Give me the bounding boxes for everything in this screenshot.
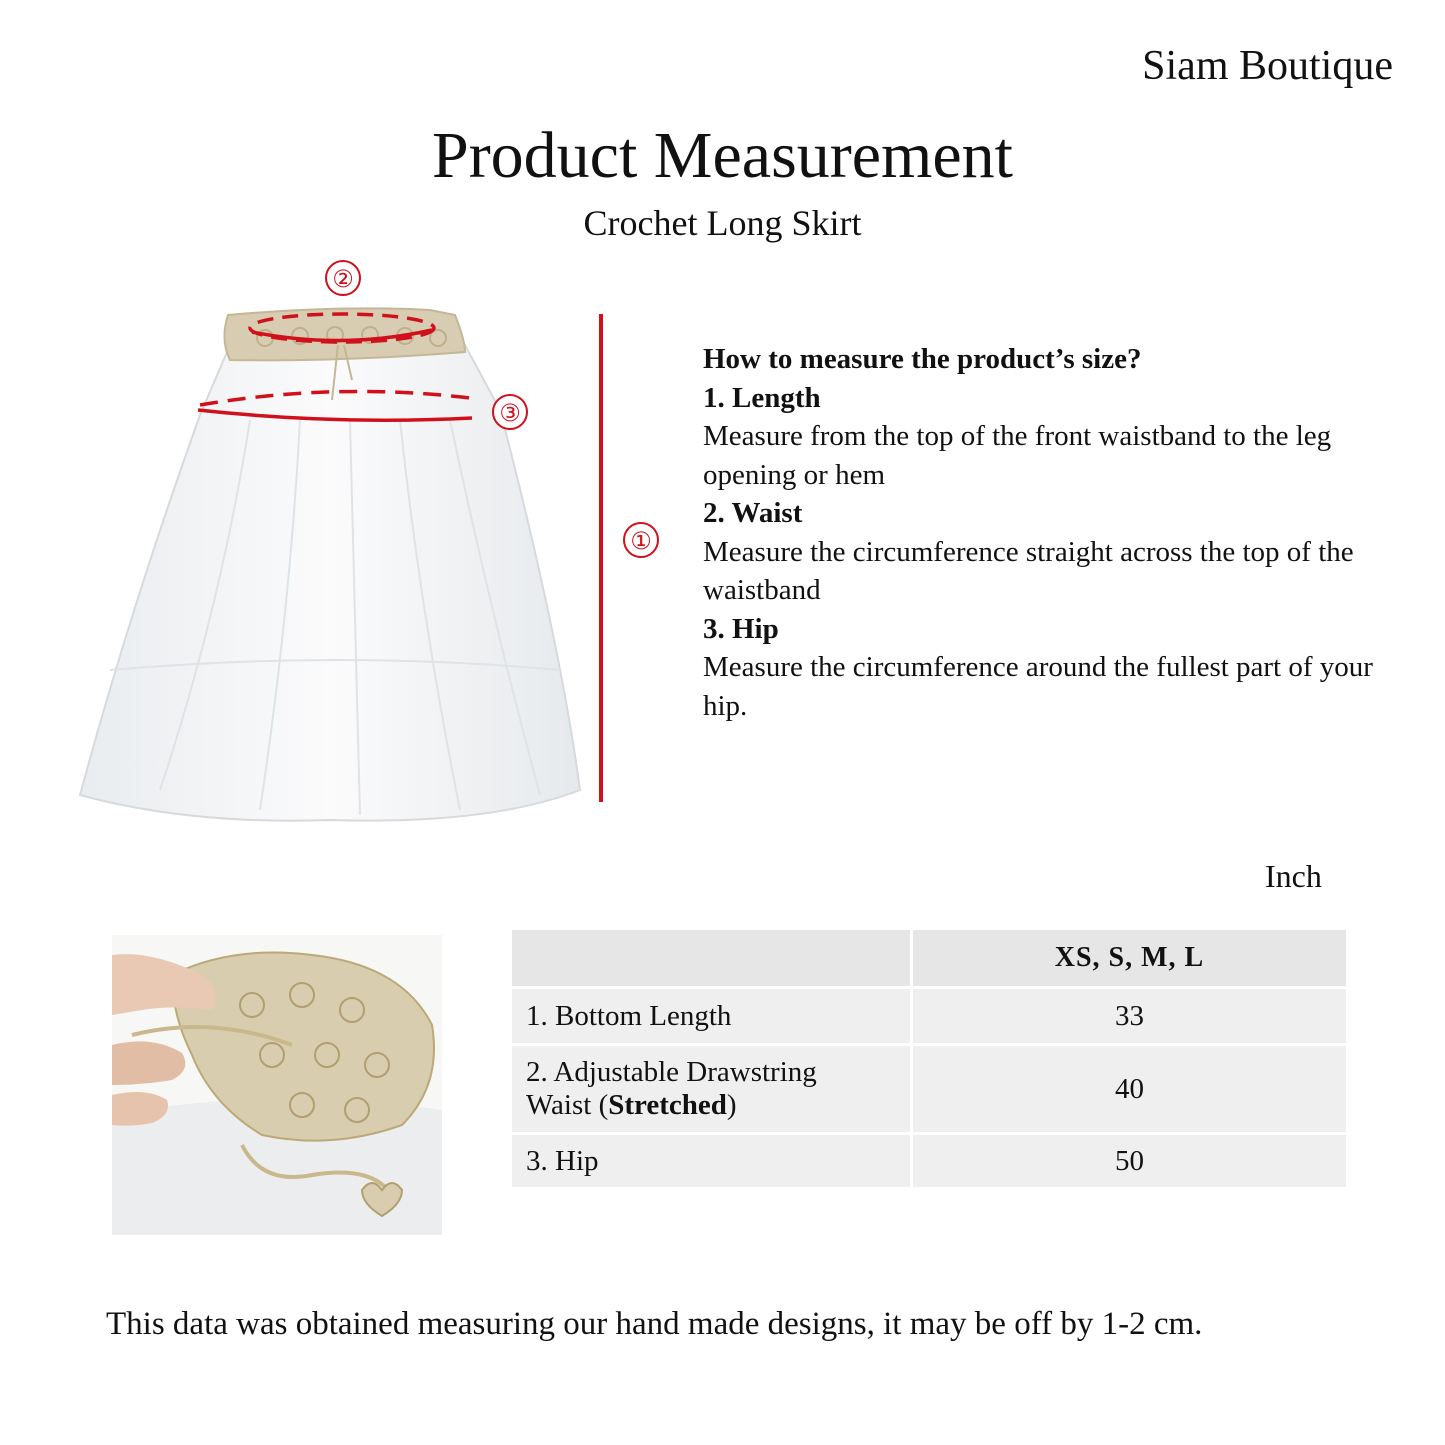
table-header-empty xyxy=(512,930,910,986)
row-label-hip: 3. Hip xyxy=(512,1135,910,1187)
hip-marker-label: ③ xyxy=(499,399,521,427)
row-label-length: 1. Bottom Length xyxy=(512,989,910,1043)
drawstring-detail-photo xyxy=(112,935,442,1235)
row-value-waist: 40 xyxy=(913,1046,1346,1132)
length-marker-label: ① xyxy=(630,527,652,555)
product-name: Crochet Long Skirt xyxy=(583,203,862,243)
row-label-waist-line1: 2. Adjustable Drawstring xyxy=(526,1056,817,1088)
waist-marker-label: ② xyxy=(332,265,354,293)
table-row xyxy=(512,1046,1346,1132)
instructions-question: How to measure the product’s size? xyxy=(703,343,1142,375)
brand-name: Siam Boutique xyxy=(1142,43,1393,89)
table-row xyxy=(512,989,1346,1043)
row-value-length: 33 xyxy=(913,989,1346,1043)
row-label-waist-line2 xyxy=(526,1089,896,1122)
length-marker xyxy=(597,300,667,810)
footnote: This data was obtained measuring our hand made designs, it may be off by 1-2 cm. xyxy=(106,1306,1203,1342)
unit-label: Inch xyxy=(1265,858,1322,894)
table-row xyxy=(512,1135,1346,1187)
size-range-header: XS, S, M, L xyxy=(913,930,1346,986)
measurement-instructions xyxy=(703,340,1383,725)
row-label-waist xyxy=(512,1046,910,1132)
instruction-length-text: Measure from the top of the front waistband to the leg opening or hem xyxy=(703,420,1332,491)
waist-label-stretched: Stretched xyxy=(608,1089,727,1121)
instruction-waist-text: Measure the circumference straight across the top of the waistband xyxy=(703,535,1354,606)
instruction-length-heading: 1. Length xyxy=(703,381,821,414)
page-title: Product Measurement xyxy=(431,119,1013,192)
instruction-hip-text: Measure the circumference around the fullest part of your hip. xyxy=(703,651,1373,722)
skirt-photo xyxy=(70,250,590,850)
waist-label-suffix: ) xyxy=(726,1089,737,1121)
row-value-hip: 50 xyxy=(913,1135,1346,1187)
waist-label-prefix: Waist ( xyxy=(526,1089,609,1121)
instruction-waist-heading: 2. Waist xyxy=(703,497,803,529)
table-header-row xyxy=(512,930,1346,986)
instruction-hip-heading: 3. Hip xyxy=(703,612,779,645)
size-table xyxy=(509,927,1349,1190)
